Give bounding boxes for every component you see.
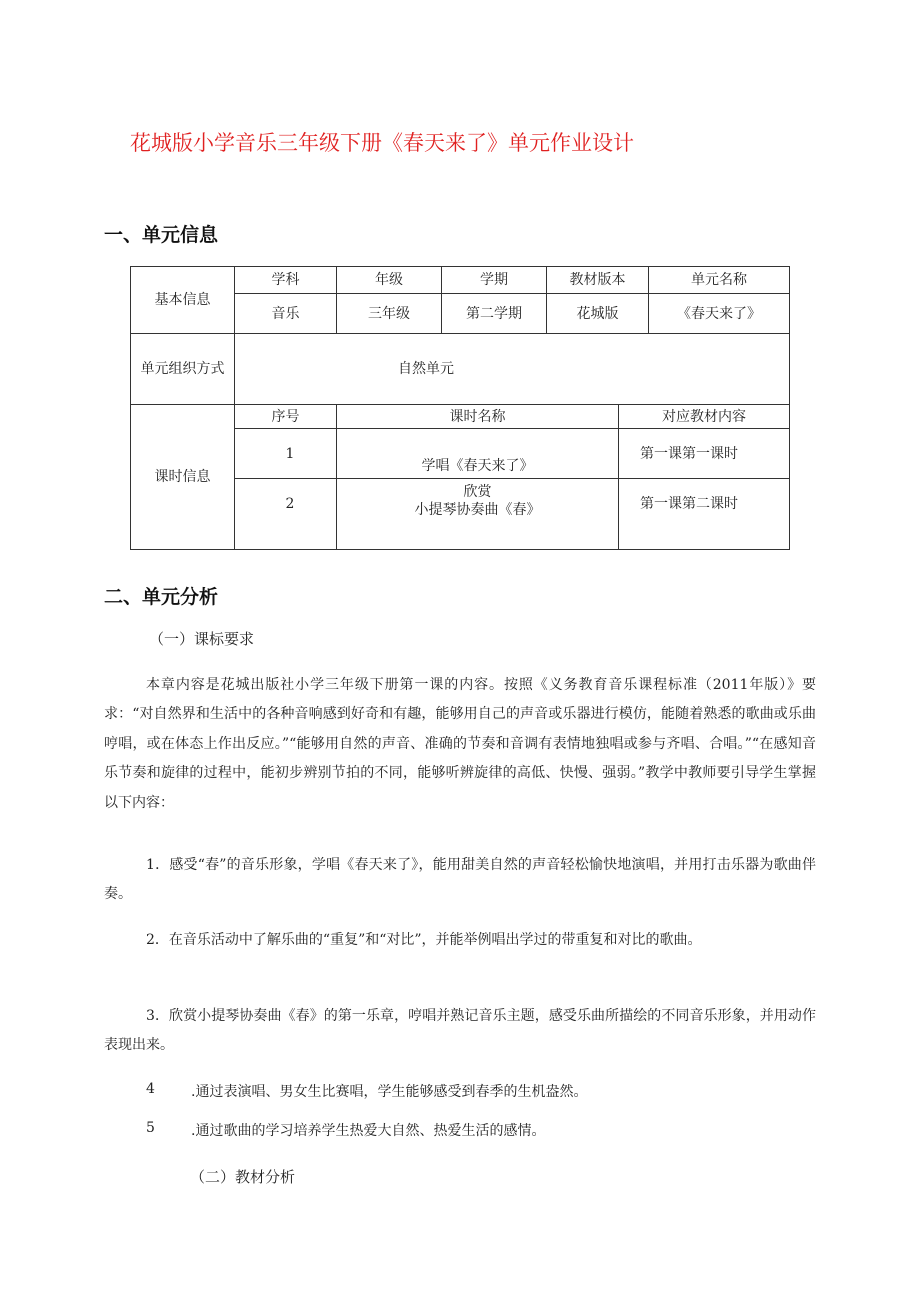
value-semester: 第二学期 [466, 305, 522, 322]
lesson-1-content: 第一课第一课时 [640, 446, 738, 462]
point-3: 3．欣赏小提琴协奏曲《春》的第一乐章，哼唱并熟记音乐主题，感受乐曲所描绘的不同音乐形象，并用动作表现出来。 [104, 1008, 816, 1054]
header-semester: 学期 [480, 272, 508, 288]
section-heading-unit-analysis: 二、单元分析 [104, 586, 219, 608]
basic-info-label: 基本信息 [154, 292, 211, 308]
org-method-label: 单元组织方式 [140, 361, 225, 377]
point-1: 1．感受“春”的音乐形象，学唱《春天来了》，能用甜美自然的声音轻松愉快地演唱，并用打击乐器为歌曲伴奏。 [104, 857, 816, 903]
point-5-number: 5 [146, 1120, 155, 1136]
document-title: 花城版小学音乐三年级下册《春天来了》单元作业设计 [130, 131, 634, 155]
header-textbook-version: 教材版本 [569, 272, 626, 288]
lesson-2-name-line2: 小提琴协奏曲《春》 [414, 502, 541, 518]
value-unit-name: 《春天来了》 [677, 305, 761, 322]
point-4-text: .通过表演唱、男女生比赛唱，学生能够感受到春季的生机盎然。 [191, 1084, 588, 1100]
point-5-text: .通过歌曲的学习培养学生热爱大自然、热爱生活的感情。 [191, 1123, 546, 1139]
lesson-2-no: 2 [285, 496, 295, 512]
subheading-textbook-analysis: （二）教材分析 [190, 1168, 296, 1186]
value-grade: 三年级 [368, 305, 410, 322]
org-method-value: 自然单元 [398, 361, 454, 377]
lesson-1-no: 1 [285, 446, 295, 462]
lesson-2-name [337, 481, 618, 521]
intro-paragraph: 本章内容是花城出版社小学三年级下册第一课的内容。按照《义务教育音乐课程标准（2011年版）》要求：“对自然界和生活中的各种音响感到好奇和有趣，能够用自己的声音或乐器进行模仿，能随着熟悉的歌曲或乐曲哼唱，或在体态上作出反应。”“能够用自然的声音、准确的节奏和音调有表情地独唱或参与齐唱、合唱。”“在感知音乐节奏和旋律的过程中，能初步辨别节拍的不同，能够听辨旋律的高低、快慢、强弱。”教学中教师要引导学生掌握以下内容： [104, 677, 816, 811]
value-textbook-version: 花城版 [576, 305, 619, 322]
lesson-header-content: 对应教材内容 [662, 408, 746, 425]
lesson-1-name: 学唱《春天来了》 [421, 458, 534, 474]
lesson-info-label: 课时信息 [154, 469, 211, 485]
lesson-header-name: 课时名称 [449, 408, 506, 425]
header-grade: 年级 [375, 272, 403, 288]
point-4-number: 4 [146, 1081, 155, 1097]
subheading-curriculum-requirements: （一）课标要求 [149, 630, 255, 648]
header-subject: 学科 [271, 272, 300, 288]
header-unit-name: 单元名称 [691, 272, 747, 288]
lesson-2-name-line1: 欣赏 [463, 484, 492, 500]
section-heading-unit-info: 一、单元信息 [104, 224, 219, 246]
lesson-2-content: 第一课第二课时 [640, 496, 738, 512]
value-subject: 音乐 [271, 305, 300, 322]
point-2: 2．在音乐活动中了解乐曲的“重复”和“对比”，并能举例唱出学过的带重复和对比的歌曲。 [146, 932, 702, 948]
lesson-header-no: 序号 [271, 408, 300, 425]
